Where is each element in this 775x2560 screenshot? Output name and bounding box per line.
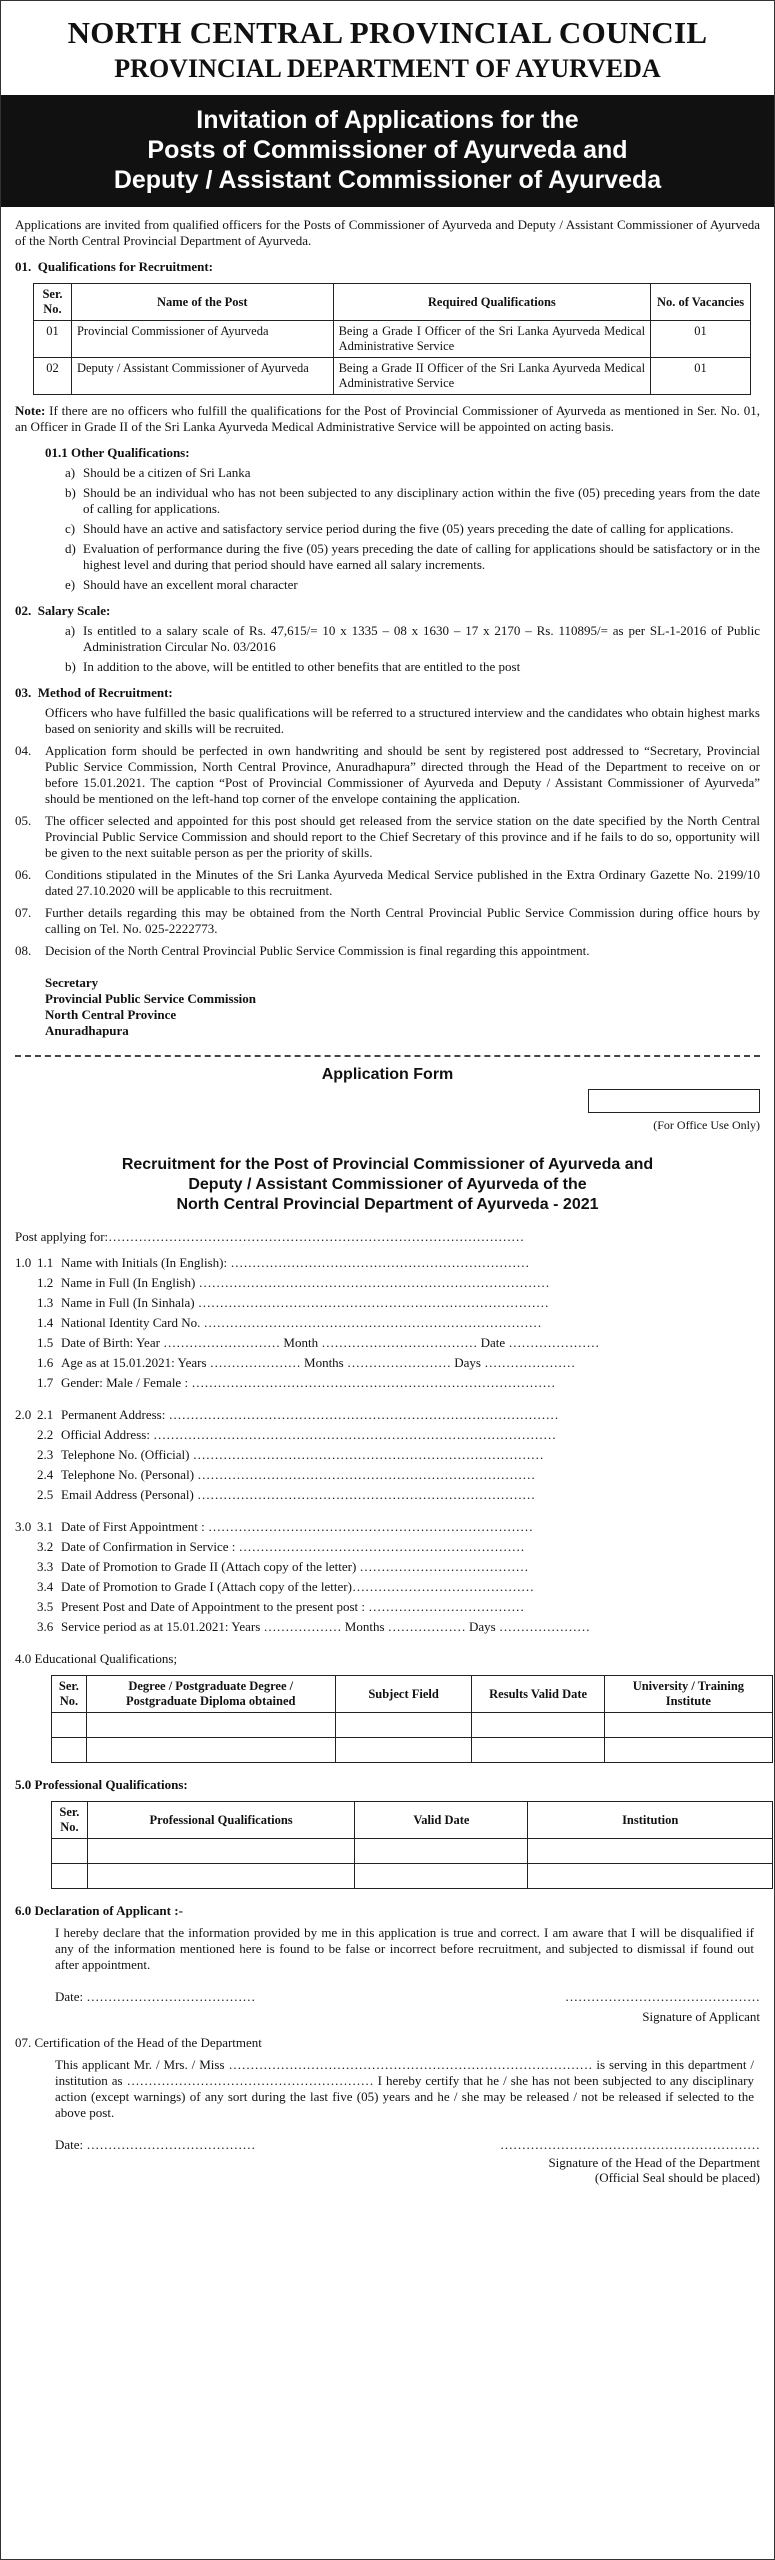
para-text: The officer selected and appointed for this post should get released from the service station on the date specified by the North Central Provincial Public Service Commission and should report to the Chief Secretary of this province and if he fails to do so, opportunity will be given to the next suitable person as per the priority of skills.: [45, 813, 760, 860]
item-letter: a): [65, 623, 76, 638]
field-number: 1.1: [37, 1255, 54, 1270]
signature-line: North Central Province: [45, 1007, 177, 1022]
table-header-row: [52, 1676, 773, 1713]
field-label: Date of Promotion to Grade I (Attach copy of the letter)……………………………………: [61, 1579, 534, 1594]
official-seal-note: (Official Seal should be placed): [594, 2170, 760, 2185]
table-cell: Being a Grade II Officer of the Sri Lanka Ayurveda Medical Administrative Service: [333, 358, 650, 395]
field-label: Email Address (Personal) ……………………………………………………………………: [61, 1487, 536, 1502]
para-number: 04.: [15, 743, 32, 758]
field-number: 2.1: [37, 1407, 54, 1422]
date-field[interactable]: Date: …………………………………: [55, 1989, 256, 2004]
service-details-group: [15, 1517, 760, 1637]
field-number: 3.5: [37, 1599, 54, 1614]
council-heading: NORTH CENTRAL PROVINCIAL COUNCIL: [67, 15, 708, 50]
section-03-heading: [15, 685, 760, 701]
numbered-paragraph: [15, 905, 760, 937]
col-header: University / Training Institute: [604, 1676, 772, 1713]
item-text: In addition to the above, will be entitled to other benefits that are entitled to the post: [83, 659, 521, 674]
item-letter: c): [65, 521, 76, 536]
list-item: [65, 541, 760, 573]
col-header: Degree / Postgraduate Degree / Postgraduate Diploma obtained: [86, 1676, 335, 1713]
col-header: No. of Vacancies: [651, 284, 751, 321]
posts-table: [33, 283, 751, 395]
para-text: Conditions stipulated in the Minutes of the Sri Lanka Ayurveda Medical Service published in the Extra Ordinary Gazette No. 2199/10 dated 27.10.2020 will be applicable to this recruitment.: [45, 867, 760, 898]
personal-details-group: [15, 1253, 760, 1393]
declaration-title: 6.0 Declaration of Applicant :-: [15, 1903, 183, 1918]
field-label: Post applying for:……………………………………………………………………………………: [15, 1229, 525, 1244]
item-text: Should be a citizen of Sri Lanka: [83, 465, 251, 480]
item-letter: a): [65, 465, 76, 480]
title-line: Recruitment for the Post of Provincial Commissioner of Ayurveda and: [121, 1156, 654, 1173]
date-field[interactable]: Date: …………………………………: [55, 2137, 256, 2152]
list-item: [65, 521, 760, 537]
salary-list: [65, 623, 760, 675]
table-header-row: [34, 284, 751, 321]
field-number: 1.7: [37, 1375, 54, 1390]
title-line: North Central Provincial Department of Ayurveda - 2021: [176, 1196, 599, 1213]
group-number: 2.0: [15, 1407, 32, 1422]
item-letter: e): [65, 577, 76, 592]
invitation-banner: [1, 95, 774, 207]
field-label: Age as at 15.01.2021: Years ………………… Months …………………… Days …………………: [61, 1355, 576, 1370]
table-row: [34, 321, 751, 358]
form-field-3-3[interactable]: [15, 1557, 760, 1577]
form-field-1-7[interactable]: [15, 1373, 760, 1393]
group-number: [15, 1617, 37, 1637]
table-cell: 01: [34, 321, 72, 358]
field-label: Name with Initials (In English): ……………………………………………………………: [61, 1255, 530, 1270]
signature-line: Anuradhapura: [45, 1023, 129, 1038]
group-number: [15, 1557, 37, 1577]
field-number: 1.4: [37, 1315, 54, 1330]
group-number: [15, 1333, 37, 1353]
field-number: 3.3: [37, 1559, 54, 1574]
field-label: Date of Confirmation in Service : …………………………………………………………: [61, 1539, 525, 1554]
form-field-1-4[interactable]: [15, 1313, 760, 1333]
head-signature-row: [55, 2135, 760, 2155]
col-header: Ser. No.: [52, 1802, 88, 1839]
note-paragraph: [15, 403, 760, 435]
professional-qualifications-table: [51, 1801, 773, 1889]
item-text: Should have an excellent moral character: [83, 577, 298, 592]
form-field-2-2[interactable]: [15, 1425, 760, 1445]
para-number: 08.: [15, 943, 32, 958]
field-label: Telephone No. (Official) ………………………………………………………………………: [61, 1447, 544, 1462]
signature-of-applicant-label: Signature of Applicant: [642, 2009, 760, 2024]
field-number: 1.2: [37, 1275, 54, 1290]
field-number: 3.6: [37, 1619, 54, 1634]
table-cell: Provincial Commissioner of Ayurveda: [71, 321, 333, 358]
other-qualifications-list: [65, 465, 760, 593]
signature-line: Secretary: [45, 975, 99, 990]
numbered-paragraph: [15, 943, 760, 959]
form-field-1-5[interactable]: [15, 1333, 760, 1353]
recruitment-title: [15, 1155, 760, 1215]
form-field-3-2[interactable]: [15, 1537, 760, 1557]
list-item: [65, 577, 760, 593]
section-02-heading: [15, 603, 760, 619]
other-qualifications-title: 01.1 Other Qualifications:: [45, 445, 190, 460]
table-row[interactable]: [52, 1864, 773, 1889]
group-number: [15, 1273, 37, 1293]
numbered-paragraph: [15, 743, 760, 807]
certification-title: 07. Certification of the Head of the Department: [15, 2035, 262, 2050]
group-number: [15, 1425, 37, 1445]
section-number: 01.: [15, 259, 32, 274]
item-letter: b): [65, 659, 76, 674]
group-number: 3.0: [15, 1519, 32, 1534]
list-item: [65, 623, 760, 655]
table-row[interactable]: [52, 1713, 773, 1738]
para-text: Application form should be perfected in own handwriting and should be sent by registered post addressed to “Secretary, Provincial Public Service Commission, North Central Province, Anuradhapura” directed through the Head of the Department to receive on or before 15.01.2021. The caption “Post of Provincial Commissioner of Ayurveda and Deputy / Assistant Commissioner of Ayurveda” should be mentioned on the left-hand top corner of the envelope containing the application.: [45, 743, 760, 806]
field-label: Service period as at 15.01.2021: Years ……………… Months ……………… Days …………………: [61, 1619, 590, 1634]
form-field-2-1[interactable]: [15, 1405, 760, 1425]
educational-qualifications-title: 4.0 Educational Qualifications;: [15, 1651, 178, 1666]
list-item: [65, 465, 760, 481]
certification-text: This applicant Mr. / Mrs. / Miss ………………………………………………………………………… is serving in this department / institution as ………………………………………………… I hereby certify that he / she has not been subjected to any disciplinary action (except warnings) of any sort during the last five (05) years and he / she may be released / not be released if selected to the above post.: [55, 2057, 754, 2120]
office-use-box[interactable]: [588, 1089, 760, 1113]
form-field-1-6[interactable]: [15, 1353, 760, 1373]
list-item: [65, 659, 760, 675]
table-cell: Deputy / Assistant Commissioner of Ayurveda: [71, 358, 333, 395]
form-field-2-3[interactable]: [15, 1445, 760, 1465]
intro-paragraph: Applications are invited from qualified officers for the Posts of Commissioner of Ayurveda and Deputy / Assistant Commissioner of Ayurveda of the North Central Provincial Department of Ayurveda.: [15, 217, 760, 248]
field-label: Date of Promotion to Grade II (Attach copy of the letter) …………………………………: [61, 1559, 529, 1574]
office-use-block: [15, 1089, 760, 1133]
item-text: Evaluation of performance during the five (05) years preceding the date of calling for applications should be satisfactory or in the highest level and during that period should have earned all salary increments.: [83, 541, 760, 572]
department-heading: PROVINCIAL DEPARTMENT OF AYURVEDA: [114, 54, 661, 83]
para-number: 07.: [15, 905, 32, 920]
office-use-label: (For Office Use Only): [653, 1118, 760, 1132]
table-cell: 01: [651, 321, 751, 358]
section-01-heading: [15, 259, 760, 275]
field-label: National Identity Card No. ……………………………………………………………………: [61, 1315, 542, 1330]
col-header: Ser. No.: [52, 1676, 87, 1713]
field-label: Permanent Address: ………………………………………………………………………………: [61, 1407, 559, 1422]
field-number: 2.3: [37, 1447, 54, 1462]
field-label: Gender: Male / Female : …………………………………………………………………………: [61, 1375, 556, 1390]
item-letter: b): [65, 485, 76, 500]
section-number: 03.: [15, 685, 32, 700]
field-number: 3.2: [37, 1539, 54, 1554]
group-number: [15, 1445, 37, 1465]
title-line: Deputy / Assistant Commissioner of Ayurveda of the: [188, 1176, 587, 1193]
form-field-2-4[interactable]: [15, 1465, 760, 1485]
group-number: [15, 1537, 37, 1557]
para-number: 06.: [15, 867, 32, 882]
field-label: Date of Birth: Year ……………………… Month ……………………………… Date …………………: [61, 1335, 600, 1350]
section-number: 02.: [15, 603, 32, 618]
form-field-1-1[interactable]: [15, 1253, 760, 1273]
group-number: [15, 1597, 37, 1617]
application-form-heading: Application Form: [321, 1066, 454, 1083]
secretary-signature-block: [45, 975, 760, 1039]
group-number: [15, 1293, 37, 1313]
form-field-3-4[interactable]: [15, 1577, 760, 1597]
other-qualifications: [45, 445, 760, 461]
section-title: Salary Scale:: [37, 603, 111, 618]
item-text: Should be an individual who has not been subjected to any disciplinary action within the five (05) preceding years from the date of calling for applications.: [83, 485, 760, 516]
table-header-row: [52, 1802, 773, 1839]
table-cell: 02: [34, 358, 72, 395]
field-label: Present Post and Date of Appointment to the present post : ………………………………: [61, 1599, 525, 1614]
field-number: 2.4: [37, 1467, 54, 1482]
banner-line: Deputy / Assistant Commissioner of Ayurveda: [113, 166, 662, 194]
educational-qualifications-table: [51, 1675, 773, 1763]
signature-dots[interactable]: ………………………………………: [565, 1989, 760, 2004]
col-header: Ser. No.: [34, 284, 72, 321]
professional-qualifications-title: 5.0 Professional Qualifications:: [15, 1777, 188, 1792]
form-field-3-6[interactable]: [15, 1617, 760, 1637]
para-text: Further details regarding this may be obtained from the North Central Provincial Public Service Commission during office hours by calling on Tel. No. 025-2222773.: [45, 905, 760, 936]
banner-line: Invitation of Applications for the: [196, 106, 579, 134]
table-cell: Being a Grade I Officer of the Sri Lanka Ayurveda Medical Administrative Service: [333, 321, 650, 358]
col-header: Results Valid Date: [472, 1676, 604, 1713]
signature-dots[interactable]: ……………………………………………………: [500, 2137, 760, 2152]
post-applying-field[interactable]: [15, 1227, 760, 1247]
form-field-1-3[interactable]: [15, 1293, 760, 1313]
item-text: Should have an active and satisfactory service period during the five (05) years preceding the date of calling for applications.: [83, 521, 734, 536]
form-field-1-2[interactable]: [15, 1273, 760, 1293]
para-text: Decision of the North Central Provincial Public Service Commission is final regarding this appointment.: [45, 943, 590, 958]
group-number: [15, 1577, 37, 1597]
declaration-text: I hereby declare that the information provided by me in this application is true and correct. I am aware that I will be disqualified if any of the information mentioned here is found to be false or incorrect before recruitment, and subjected to dismissal if found out after appointment.: [55, 1925, 754, 1972]
para-number: 05.: [15, 813, 32, 828]
field-number: 3.1: [37, 1519, 54, 1534]
field-label: Telephone No. (Personal) ……………………………………………………………………: [61, 1467, 536, 1482]
table-row: [34, 358, 751, 395]
advertisement-body: [1, 217, 774, 2185]
table-row[interactable]: [52, 1839, 773, 1864]
field-label: Name in Full (In English) ………………………………………………………………………: [61, 1275, 550, 1290]
group-number: 1.0: [15, 1255, 32, 1270]
col-header: Subject Field: [335, 1676, 472, 1713]
signature-line: Provincial Public Service Commission: [45, 991, 256, 1006]
field-label: Official Address: …………………………………………………………………………………: [61, 1427, 557, 1442]
field-number: 1.6: [37, 1355, 54, 1370]
applicant-signature-row: [55, 1987, 760, 2007]
form-field-3-1[interactable]: [15, 1517, 760, 1537]
group-number: [15, 1465, 37, 1485]
numbered-paragraph: [15, 813, 760, 861]
col-header: Professional Qualifications: [87, 1802, 355, 1839]
group-number: [15, 1313, 37, 1333]
field-label: Date of First Appointment : …………………………………………………………………: [61, 1519, 533, 1534]
form-field-2-5[interactable]: [15, 1485, 760, 1505]
section-title: Method of Recruitment:: [37, 685, 173, 700]
col-header: Name of the Post: [71, 284, 333, 321]
field-number: 1.3: [37, 1295, 54, 1310]
form-field-3-5[interactable]: [15, 1597, 760, 1617]
field-number: 2.5: [37, 1487, 54, 1502]
col-header: Valid Date: [355, 1802, 528, 1839]
list-item: [65, 485, 760, 517]
method-paragraph: Officers who have fulfilled the basic qualifications will be referred to a structured interview and the candidates who obtain highest marks based on seniority and skills will be recruited.: [45, 705, 760, 736]
banner-line: Posts of Commissioner of Ayurveda and: [147, 136, 628, 164]
field-label: Name in Full (In Sinhala) ………………………………………………………………………: [61, 1295, 549, 1310]
group-number: [15, 1353, 37, 1373]
dashed-divider: [15, 1055, 760, 1057]
table-row[interactable]: [52, 1738, 773, 1763]
field-number: 2.2: [37, 1427, 54, 1442]
head-signature-label: Signature of the Head of the Department: [548, 2155, 760, 2170]
note-text: If there are no officers who fulfill the qualifications for the Post of Provincial Commissioner of Ayurveda as mentioned in Ser. No. 01, an Officer in Grade II of the Sri Lanka Ayurveda Medical Administrative Service will be appointed on acting basis.: [15, 403, 761, 434]
section-title: Qualifications for Recruitment:: [37, 259, 213, 274]
group-number: [15, 1373, 37, 1393]
contact-details-group: [15, 1405, 760, 1505]
note-label: Note:: [15, 403, 46, 418]
application-form-fields: [15, 1227, 760, 2185]
group-number: [15, 1485, 37, 1505]
col-header: Required Qualifications: [333, 284, 650, 321]
item-letter: d): [65, 541, 76, 556]
field-number: 1.5: [37, 1335, 54, 1350]
item-text: Is entitled to a salary scale of Rs. 47,615/= 10 x 1335 – 08 x 1630 – 17 x 2170 – Rs. 110895/= as per SL-1-2016 of Public Administration Circular No. 03/2016: [83, 623, 760, 654]
field-number: 3.4: [37, 1579, 54, 1594]
col-header: Institution: [528, 1802, 773, 1839]
table-cell: 01: [651, 358, 751, 395]
numbered-paragraph: [15, 867, 760, 899]
